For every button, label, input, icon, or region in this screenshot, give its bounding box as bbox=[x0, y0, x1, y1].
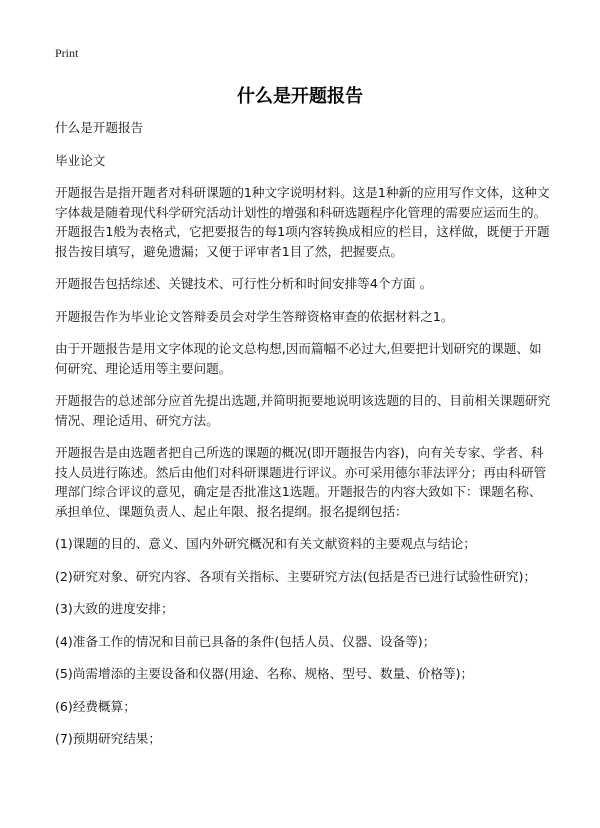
list-item: (3)大致的进度安排； bbox=[55, 601, 174, 616]
paragraph-definition: 开题报告是指开题者对科研课题的1种文字说明材料。这是1种新的应用写作文体，这种文字体裁是随着现代科学研究活动计划性的增强和科研选题程序化管理的需要应运而生的。开题报告1般为表格式，它把要报告的每1项内容转换成相应的栏目，这样做，既便于开题报告按目填写，避免遗漏；又便于评审者1目了然，把握要点。 bbox=[55, 185, 550, 259]
list-item: (1)课题的目的、意义、国内外研究概况和有关文献资料的主要观点与结论； bbox=[55, 536, 476, 551]
list-item: (5)尚需增添的主要设备和仪器(用途、名称、规格、型号、数量、价格等)； bbox=[55, 666, 474, 681]
page-title: 什么是开题报告 bbox=[237, 86, 363, 107]
paragraph-review-basis: 开题报告作为毕业论文答辩委员会对学生答辩资格审查的依据材料之1。 bbox=[55, 308, 454, 324]
list-item: (6)经费概算； bbox=[55, 698, 136, 714]
document-body bbox=[55, 118, 551, 762]
list-item: (2)研究对象、研究内容、各项有关指标、主要研究方法(包括是否已进行试验性研究)； bbox=[55, 568, 537, 584]
paragraph-length: 由于开题报告是用文字体现的论文总构想,因而篇幅不必过大,但要把计划研究的课题、如何研究、理论适用等主要问题。 bbox=[55, 341, 542, 376]
paragraph-category: 毕业论文 bbox=[55, 152, 106, 168]
paragraph-components: 开题报告包括综述、关键技术、可行性分析和时间安排等4个方面 。 bbox=[55, 276, 433, 291]
list-item: (7)预期研究结果； bbox=[55, 731, 161, 746]
paragraph-process: 开题报告是由选题者把自己所选的课题的概况(即开题报告内容)，向有关专家、学者、科技人员进行陈述。然后由他们对科研课题进行评议。亦可采用德尔菲法评分；再由科研管理部门综合评议的意见，确定是否批准这1选题。开题报告的内容大致如下：课题名称、承担单位、课题负责人、起止年限、报名提纲。报名提纲包括： bbox=[55, 445, 547, 519]
print-label: Print bbox=[55, 46, 79, 60]
paragraph-subtitle: 什么是开题报告 bbox=[55, 120, 144, 135]
list-item: (4)准备工作的情况和目前已具备的条件(包括人员、仪器、设备等)； bbox=[55, 633, 436, 649]
paragraph-overview: 开题报告的总述部分应首先提出选题,并简明扼要地说明该选题的目的、目前相关课题研究情况、理论适用、研究方法。 bbox=[55, 393, 551, 428]
